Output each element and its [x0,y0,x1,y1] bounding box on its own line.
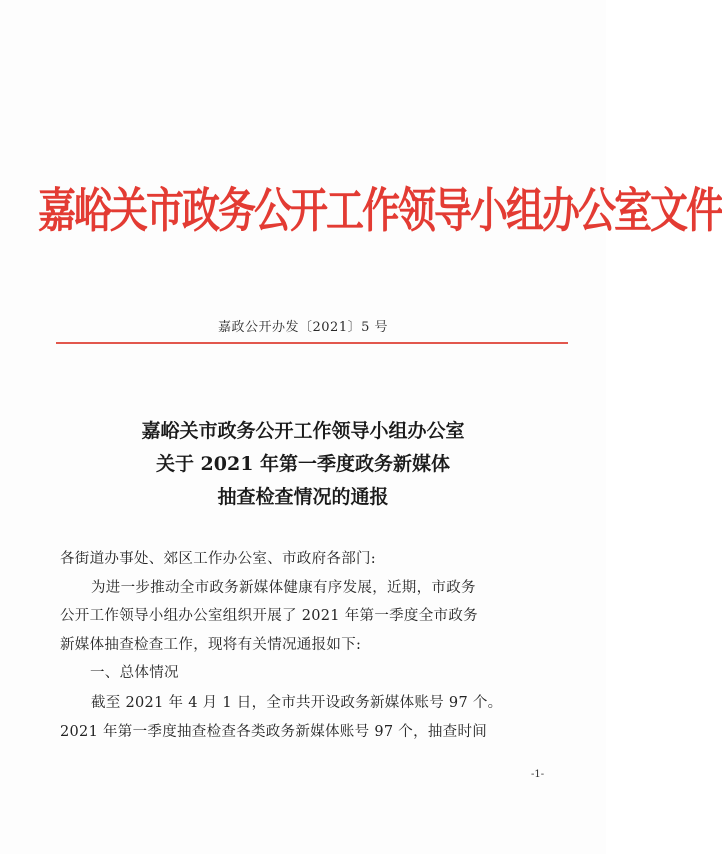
document-title-line-2: 关于 2021 年第一季度政务新媒体 [155,453,451,475]
page-number: -1- [531,769,545,780]
document-number: 嘉政公开办发〔2021〕5 号 [218,320,388,335]
paragraph-1-line-3: 新媒体抽查检查工作，现将有关情况通报如下: [60,637,362,653]
red-header-title: 嘉峪关市政务公开工作领导小组办公室文件 [38,182,722,239]
paragraph-2-line-1: 截至 2021 年 4 月 1 日，全市共开设政务新媒体账号 97 个。 [91,695,503,711]
addressee-line: 各街道办事处、郊区工作办公室、市政府各部门: [60,551,376,567]
document-title-line-3: 抽查检查情况的通报 [217,486,389,508]
paragraph-2-line-2: 2021 年第一季度抽查检查各类政务新媒体账号 97 个，抽查时间 [60,724,488,740]
section-1-heading: 一、总体情况 [90,665,179,681]
document-title-line-1: 嘉峪关市政务公开工作领导小组办公室 [141,420,465,442]
red-divider-line [56,342,568,344]
paragraph-1-line-2: 公开工作领导小组办公室组织开展了 2021 年第一季度全市政务 [60,608,478,624]
paragraph-1-line-1: 为进一步推动全市政务新媒体健康有序发展，近期，市政务 [91,580,476,596]
